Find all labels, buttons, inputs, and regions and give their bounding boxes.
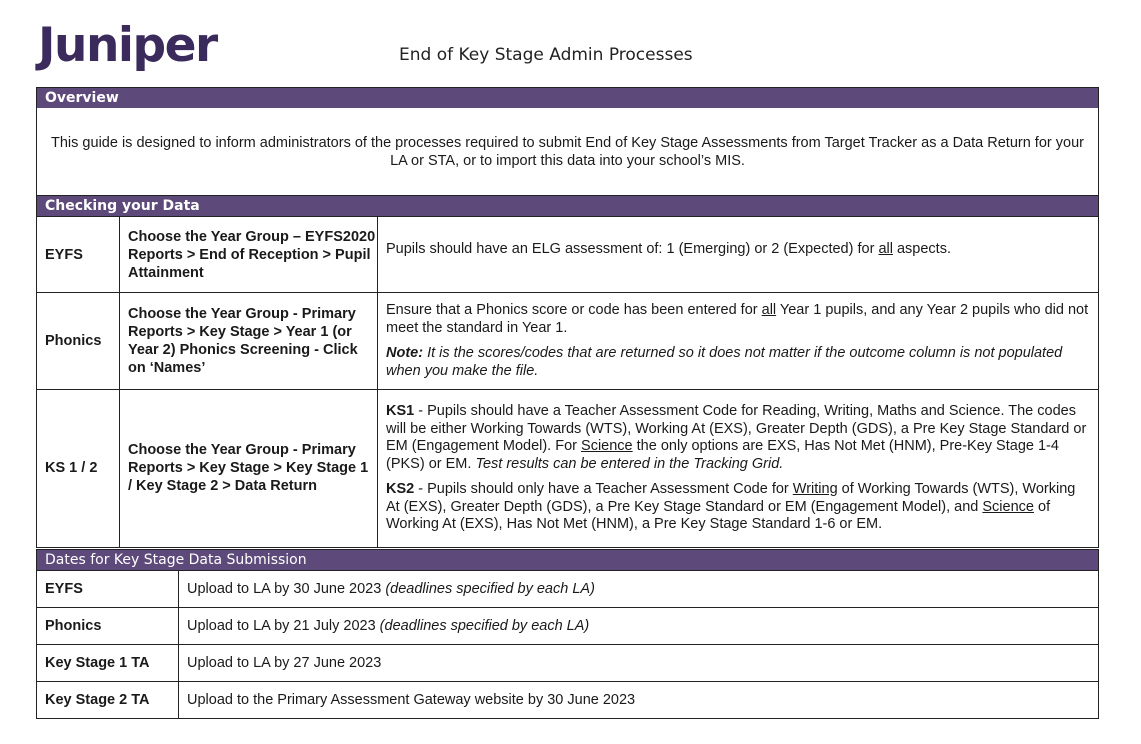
dates-table-body (37, 570, 1098, 718)
description-cell: Ensure that a Phonics score or code has been entered for all Year 1 pupils, and any Year 2 pupils who did not meet the standard in Year 1. Note: It is the scores/codes that are returned so it does not matter if the outcome column is not populated when you make the file. (378, 293, 1099, 390)
deadline-cell: Upload to the Primary Assessment Gateway website by 30 June 2023 (179, 682, 1099, 719)
checking-table (37, 216, 1098, 547)
stage-cell: KS 1 / 2 (37, 390, 120, 547)
stage-cell: Key Stage 1 TA (37, 645, 179, 682)
description-cell: Pupils should have an ELG assessment of: 1 (Emerging) or 2 (Expected) for all aspects. (378, 217, 1099, 293)
table-row (37, 217, 1098, 293)
deadline-cell: Upload to LA by 21 July 2023 (deadlines specified by each LA) (179, 608, 1099, 645)
overview-text: This guide is designed to inform administrators of the processes required to submit End of Key Stage Assessments from Target Tracker as a Data Return for your LA or STA, or to import this data into your school’s MIS. (51, 135, 1084, 169)
juniper-logo: Juniper (38, 18, 217, 73)
table-row (37, 682, 1098, 719)
report-path-cell: Choose the Year Group - Primary Reports > Key Stage > Key Stage 1 / Key Stage 2 > Data Return (120, 390, 378, 547)
checking-heading: Checking your Data (37, 195, 1098, 216)
stage-cell: Phonics (37, 293, 120, 390)
description-cell: KS1 - Pupils should have a Teacher Assessment Code for Reading, Writing, Maths and Science. The codes will be either Working Towards (WTS), Working At (EXS), Greater Depth (GDS), a Pre Key Stage Standard or EM (Engagement Model). For Science the only options are EXS, Has Not Met (HNM), Pre-Key Stage 1-4 (PKS) or EM. Test results can be entered in the Tracking Grid. KS2 - Pupils should only have a Teacher Assessment Code for Writing of Working Towards (WTS), Working At (EXS), Greater Depth (GDS), a Pre Key Stage Standard or EM (Engagement Model), and Science of Working At (EXS), Has Not Met (HNM), a Pre Key Stage Standard 1-6 or EM. (378, 390, 1099, 547)
overview-heading: Overview (37, 88, 1098, 108)
report-path-cell: Choose the Year Group - Primary Reports > Key Stage > Year 1 (or Year 2) Phonics Screening - Click on ‘Names’ (120, 293, 378, 390)
stage-cell: EYFS (37, 571, 179, 608)
stage-cell: Key Stage 2 TA (37, 682, 179, 719)
document-title: End of Key Stage Admin Processes (399, 45, 693, 65)
report-path-cell: Choose the Year Group – EYFS2020 Reports > End of Reception > Pupil Attainment (120, 217, 378, 293)
table-row (37, 645, 1098, 682)
table-row (37, 293, 1098, 390)
dates-table (36, 549, 1099, 719)
deadline-cell: Upload to LA by 27 June 2023 (179, 645, 1099, 682)
deadline-cell: Upload to LA by 30 June 2023 (deadlines specified by each LA) (179, 571, 1099, 608)
table-row (37, 390, 1098, 547)
stage-cell: Phonics (37, 608, 179, 645)
table-row (37, 571, 1098, 608)
table-row (37, 608, 1098, 645)
dates-heading: Dates for Key Stage Data Submission (37, 550, 1098, 570)
main-table (36, 87, 1099, 548)
stage-cell: EYFS (37, 217, 120, 293)
